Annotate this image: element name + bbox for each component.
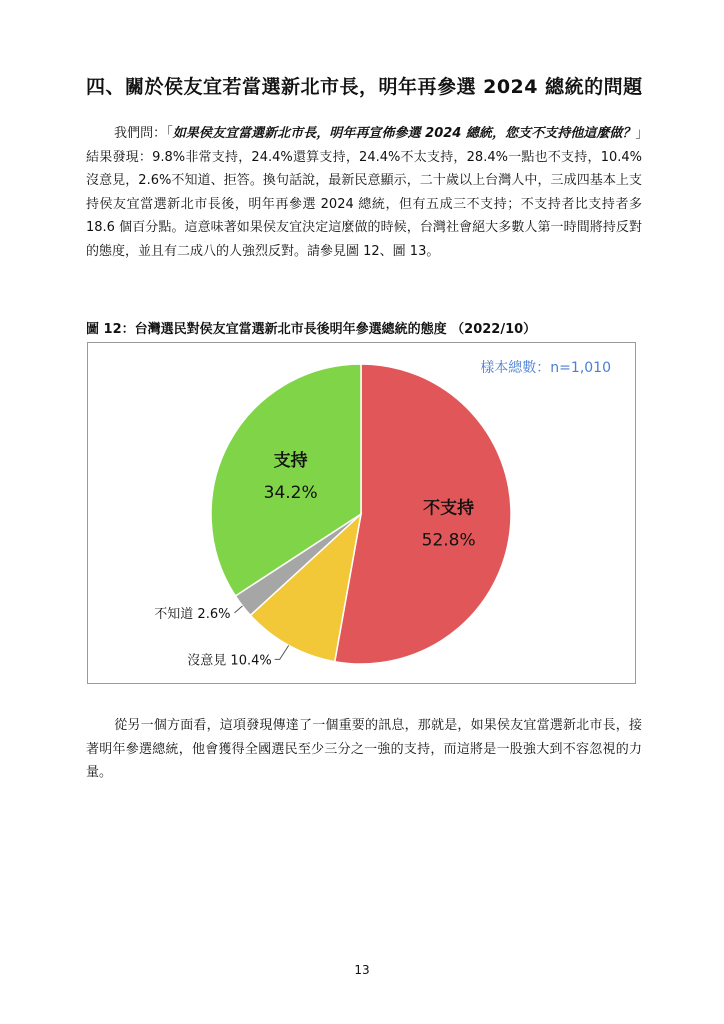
results-text: 」結果發現：9.8%非常支持，24.4%還算支持，24.4%不太支持，28.4%一點也不支持，10.4%沒意見，2.6%不知道、拒答。換句話說，最新民意顯示，二十歲以上台灣人中，三成四基本上支持侯友宜當選新北市長後，明年再參選 2024 總統，但有五成三不支持；不支持者比支持者多 18.6 個百分點。這意味著如果侯友宜決定這麼做的時候，台灣社會絕大多數人第一時間將持反對的態度，並且有二成八的人強烈反對。請參見圖 12、圖 13。 (86, 126, 642, 259)
question-lead: 我們問：「 (114, 126, 173, 141)
paragraph-survey-results (86, 122, 642, 264)
figure-caption: 圖 12：台灣選民對侯友宜當選新北市長後明年參選總統的態度 （2022/10） (86, 322, 537, 337)
pie-chart-figure (87, 342, 636, 684)
slice-label-3: 支持 (273, 450, 308, 471)
paragraph-conclusion (86, 714, 642, 785)
page-number: 13 (354, 963, 370, 977)
slice-label-0: 不支持 (423, 498, 475, 519)
pie-chart (88, 343, 637, 685)
slice-label-1: 沒意見 10.4% (187, 653, 272, 669)
slice-value-3: 34.2% (263, 482, 318, 503)
conclusion-text: 從另一個方面看，這項發現傳達了一個重要的訊息，那就是，如果侯友宜當選新北市長，接著明年參選總統，他會獲得全國選民至少三分之一強的支持，而這將是一股強大到不容忽視的力量。 (86, 718, 642, 781)
section-heading: 四、關於侯友宜若當選新北市長，明年再參選 2024 總統的問題 (86, 76, 643, 98)
slice-label-2: 不知道 2.6% (154, 606, 231, 622)
sample-size-note: 樣本總數：n=1,010 (480, 360, 611, 376)
leader-line-2 (235, 606, 243, 613)
survey-question: 如果侯友宜當選新北市長，明年再宣佈參選 2024 總統，您支不支持他這麼做？ (172, 126, 636, 141)
slice-value-0: 52.8% (421, 530, 476, 551)
leader-line-1 (275, 645, 289, 659)
